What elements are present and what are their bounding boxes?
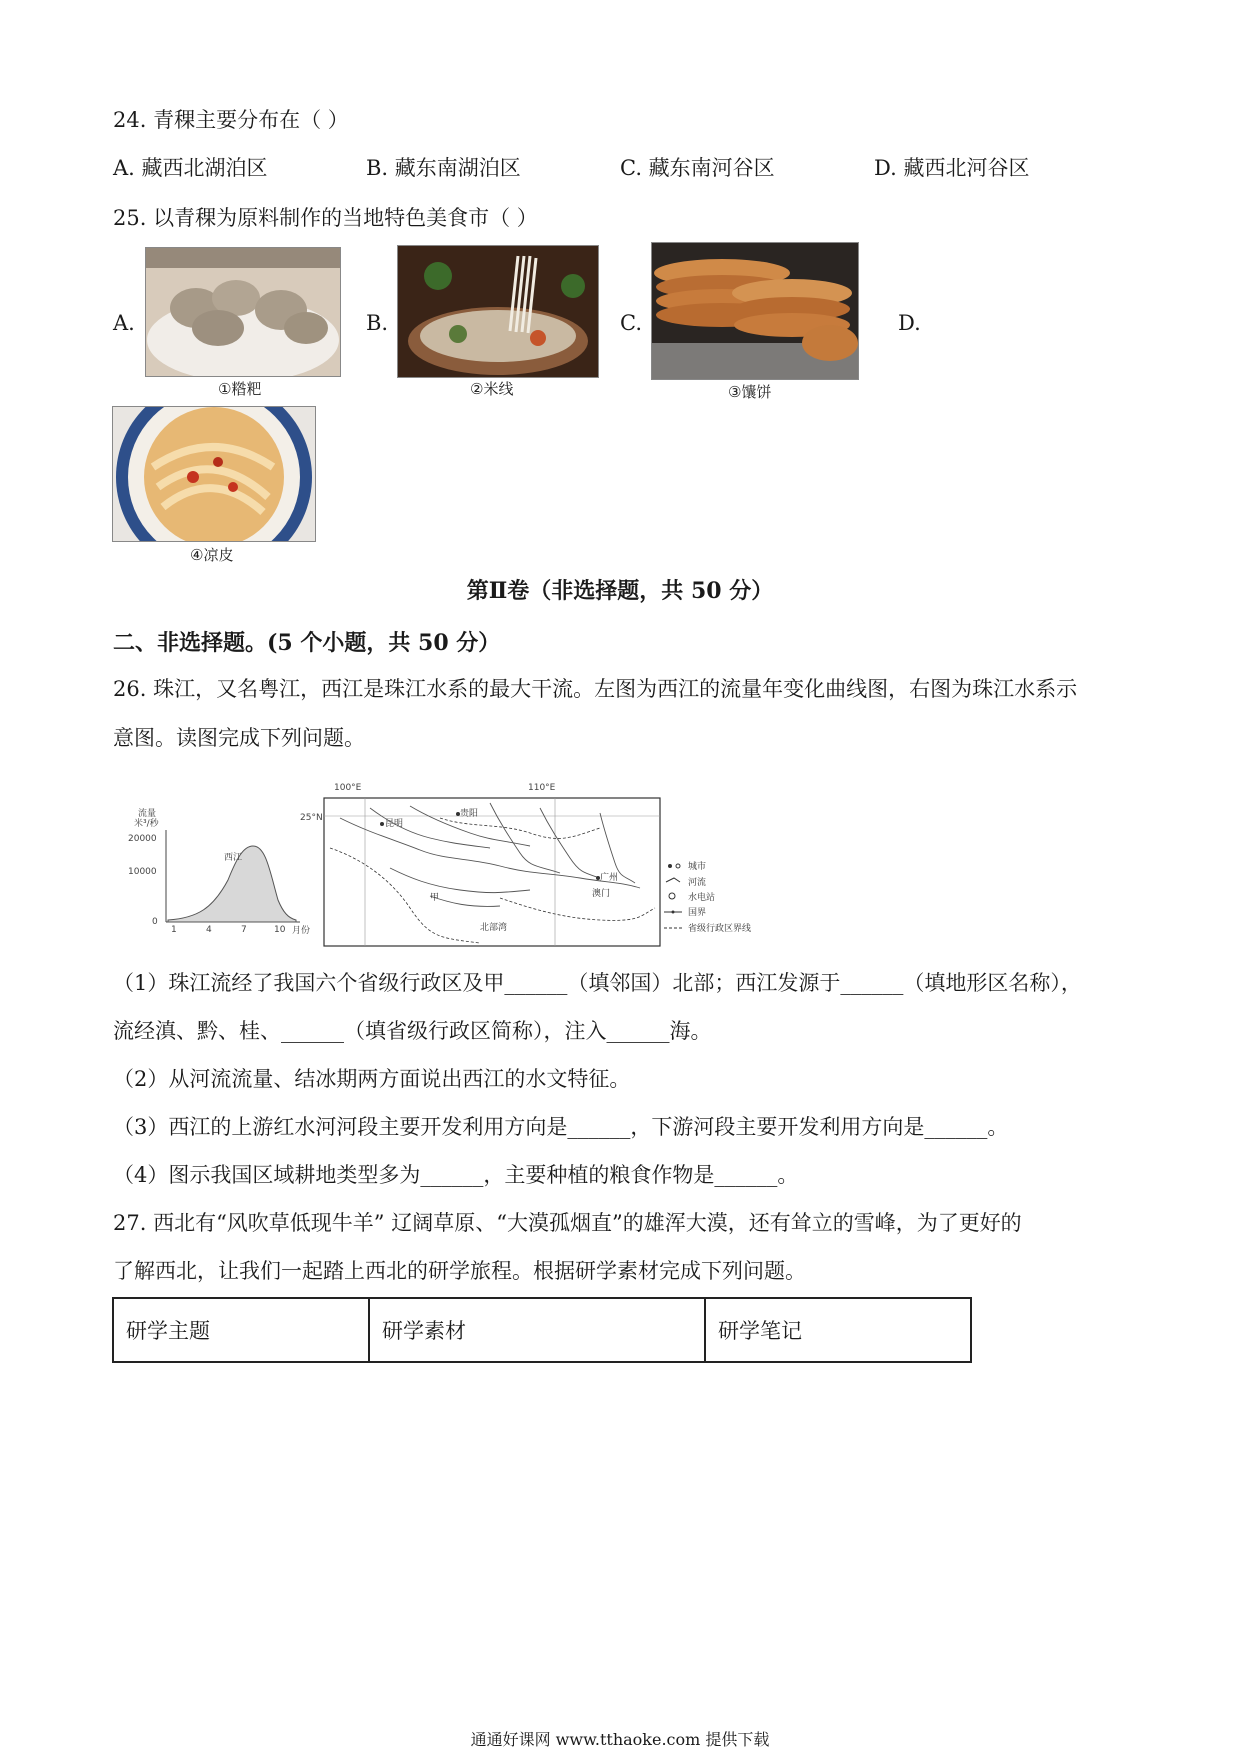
chart-xtick-10: 10 [274, 925, 286, 935]
map-place-macau: 澳门 [592, 889, 611, 899]
q24-option-d: D. 藏西北河谷区 [874, 156, 1030, 180]
q24-option-a: A. 藏西北湖泊区 [113, 156, 268, 180]
table-row [113, 1298, 971, 1362]
q27-stem-line1: 27. 西北有“风吹草低现牛羊” 辽阔草原、“大漠孤烟直”的雄浑大漠，还有耸立的雪峰，为了更好的 [113, 1211, 1022, 1235]
q24-option-c: C. 藏东南河谷区 [620, 156, 775, 180]
q25-stem: 25. 以青稞为原料制作的当地特色美食市（ ） [113, 206, 538, 230]
q25-option-b: B. [366, 311, 389, 335]
volume-title: 第Ⅱ卷（非选择题，共 50 分） [466, 578, 774, 604]
chart-xtick-1: 1 [171, 925, 177, 935]
river-system-map [300, 778, 790, 950]
caption-liangpi: ④凉皮 [190, 546, 234, 564]
table-header-notes: 研学笔记 [705, 1298, 971, 1362]
q25-option-c: C. [620, 311, 642, 335]
legend-province-boundary: 省级行政区界线 [688, 924, 752, 934]
q26-stem-line1: 26. 珠江，又名粤江，西江是珠江水系的最大干流。左图为西江的流量年变化曲线图，右图为珠江水系示 [113, 677, 1078, 701]
map-lon-110: 110°E [528, 783, 556, 793]
chart-xtick-7: 7 [241, 925, 247, 935]
q25-option-d: D. [898, 311, 921, 335]
q26-sub3: （3）西江的上游红水河河段主要开发利用方向是______，下游河段主要开发利用方向是______。 [113, 1115, 1009, 1139]
chart-ytick-0: 0 [152, 917, 158, 927]
tsampa-photo [145, 247, 341, 377]
q26-sub1-line1: （1）珠江流经了我国六个省级行政区及甲______（填邻国）北部；西江发源于______（填地形区名称）， [113, 971, 1082, 995]
q26-sub4: （4）图示我国区域耕地类型多为______，主要种植的粮食作物是______。 [113, 1163, 799, 1187]
map-place-guiyang: 贵阳 [460, 809, 479, 819]
q27-stem-line2: 了解西北，让我们一起踏上西北的研学旅程。根据研学素材完成下列问题。 [113, 1259, 806, 1283]
rice-noodle-photo [397, 245, 599, 378]
table-header-theme: 研学主题 [113, 1298, 369, 1362]
legend-river: 河流 [688, 878, 707, 888]
q25-option-a: A. [113, 311, 135, 335]
chart-series-label: 西江 [224, 853, 243, 863]
q26-sub1-line2: 流经滇、黔、桂、______（填省级行政区简称），注入______海。 [113, 1019, 712, 1043]
map-lon-100: 100°E [334, 783, 362, 793]
map-place-beibuwan: 北部湾 [480, 923, 508, 933]
chart-xtick-4: 4 [206, 925, 212, 935]
q26-sub2: （2）从河流流量、结冰期两方面说出西江的水文特征。 [113, 1067, 631, 1091]
chart-xunit: 月份 [292, 926, 311, 936]
map-lat-25: 25°N [300, 813, 323, 823]
legend-border: 国界 [688, 908, 707, 918]
q26-stem-line2: 意图。读图完成下列问题。 [113, 726, 365, 750]
legend-hydropower: 水电站 [688, 893, 716, 903]
research-table [112, 1297, 972, 1363]
map-place-kunming: 昆明 [385, 819, 404, 829]
chart-ylabel-1: 流量 [138, 809, 157, 819]
chart-ytick-10000: 10000 [128, 867, 157, 877]
map-place-guangzhou: 广州 [600, 873, 619, 883]
legend-city: 城市 [688, 862, 707, 872]
q24-option-b: B. 藏东南湖泊区 [366, 156, 521, 180]
map-place-jia: 甲 [430, 893, 440, 903]
q24-stem: 24. 青稞主要分布在（ ） [113, 108, 349, 132]
liangpi-photo [112, 406, 316, 542]
caption-naan: ③馕饼 [728, 383, 772, 401]
footer-credit: 通通好课网 www.tthaoke.com 提供下载 [470, 1730, 770, 1749]
caption-rice-noodle: ②米线 [470, 380, 514, 398]
section-heading: 二、非选择题。(5 个小题，共 50 分） [113, 630, 501, 656]
naan-photo [651, 242, 859, 380]
caption-tsampa: ①糌粑 [218, 380, 262, 398]
table-header-material: 研学素材 [369, 1298, 705, 1362]
chart-ylabel-2: 米³/秒 [134, 819, 159, 829]
chart-ytick-20000: 20000 [128, 834, 157, 844]
flow-chart [118, 800, 318, 940]
